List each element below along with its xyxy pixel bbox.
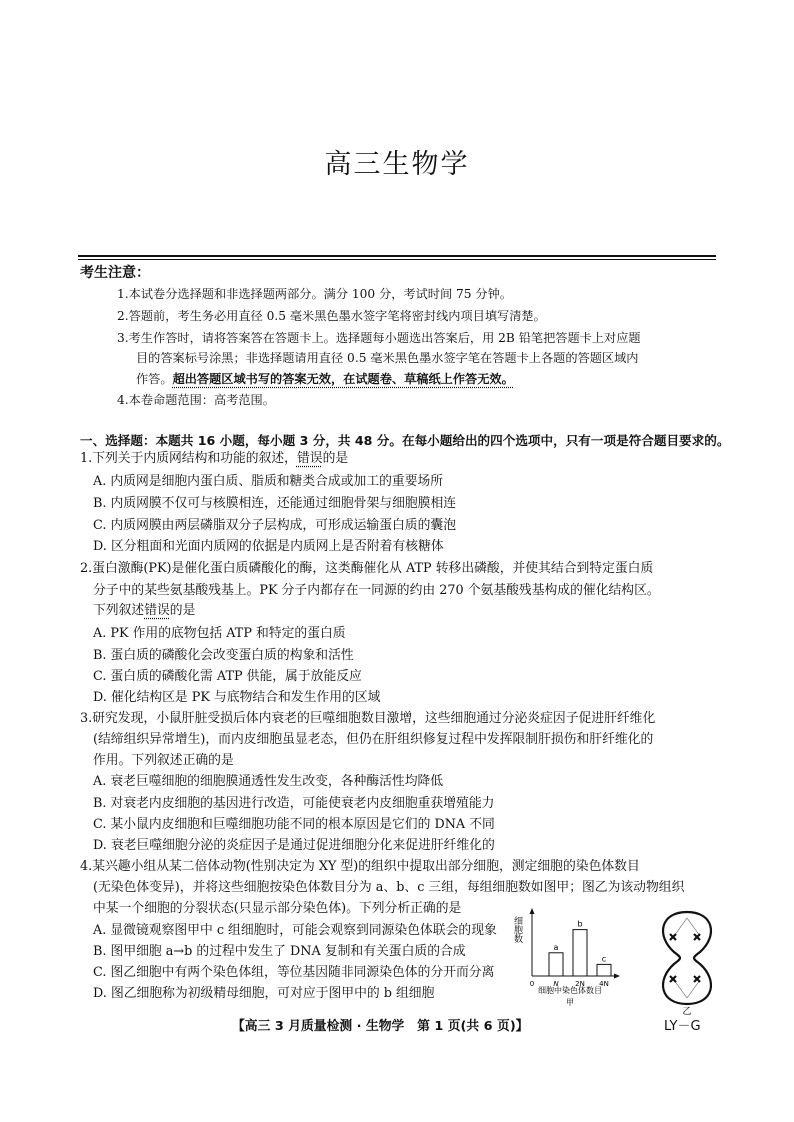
chromosome-icon <box>670 934 676 940</box>
stem-text: 下列叙述 <box>93 603 145 618</box>
notice-item: 2.答题前，考生务必用直径 0.5 毫米黑色墨水签字笔将密封线内项目填写清楚。 <box>117 309 546 323</box>
x-axis-arrow <box>614 974 620 979</box>
question-1-option-b[interactable]: B. 内质网膜不仅可与核膜相连，还能通过细胞骨架与细胞膜相连 <box>93 496 457 511</box>
question-2-stem <box>93 600 195 621</box>
bar-b <box>573 930 587 976</box>
notice-item: 目的答案标号涂黑；非选择题请用直径 0.5 毫米黑色墨水签字笔在答题卡上各题的答题区域内 <box>136 351 639 365</box>
x-tick-label: 2N <box>575 980 585 988</box>
question-3-option-c[interactable]: C. 某小鼠内皮细胞和巨噬细胞功能不同的根本原因是它们的 DNA 不同 <box>93 817 495 832</box>
notice-item <box>136 369 736 390</box>
chromosome-icon <box>670 976 676 982</box>
figure-b-caption: 乙 <box>682 1007 692 1017</box>
cell-membrane-icon <box>663 912 711 1004</box>
header-divider <box>78 255 716 257</box>
page-footer: 【高三 3 月质量检测 · 生物学 第 1 页(共 6 页)】 <box>232 1019 529 1034</box>
question-2-stem: 2.蛋白激酶(PK)是催化蛋白质磷酸化的酶，这类酶催化从 ATP 转移出磷酸，并使其结合到特定蛋白质 <box>80 561 654 576</box>
question-3-option-a[interactable]: A. 衰老巨噬细胞的细胞膜通透性发生改变，各种酶活性均降低 <box>93 774 444 789</box>
question-4-stem: 中某一个细胞的分裂状态(只显示部分染色体)。下列分析正确的是 <box>93 901 462 916</box>
x-tick-label: N <box>553 980 559 988</box>
notice-emphasis: 超出答题区域书写的答案无效，在试题卷、草稿纸上作答无效。 <box>172 372 514 386</box>
figure-b-cell <box>652 908 722 1018</box>
chromosome-icon <box>694 934 700 940</box>
question-4-option-c[interactable]: C. 图乙细胞中有两个染色体组，等位基因随非同源染色体的分开而分离 <box>93 965 495 980</box>
section-heading: 一、选择题：本题共 16 小题，每小题 3 分，共 48 分。在每小题给出的四个选项中，只有一项是符合题目要求的。 <box>80 433 730 448</box>
stem-text: 的是 <box>169 603 196 618</box>
notice-item: 1.本试卷分选择题和非选择题两部分。满分 100 分，考试时间 75 分钟。 <box>117 287 512 301</box>
question-2-option-a[interactable]: A. PK 作用的底物包括 ATP 和特定的蛋白质 <box>93 626 346 641</box>
question-3-option-d[interactable]: D. 衰老巨噬细胞分泌的炎症因子是通过促进细胞分化来促进肝纤维化的 <box>93 838 495 853</box>
question-3-stem: (结缔组织异常增生)，而内皮细胞虽显老态，但仍在肝组织修复过程中发挥限制肝损伤和肝纤维化的 <box>93 732 654 747</box>
question-4-stem: 4.某兴趣小组从某二倍体动物(性别决定为 XY 型)的组织中提取出部分细胞，测定细胞的染色体数目 <box>80 859 640 874</box>
spindle-fiber <box>674 980 687 998</box>
spindle-fiber <box>674 918 687 936</box>
x-axis-label: 细胞中染色体数目 <box>538 986 602 995</box>
question-1-option-c[interactable]: C. 内质网膜由两层磷脂双分子层构成，可形成运输蛋白质的囊泡 <box>93 518 456 533</box>
y-axis-label: 细胞数 <box>512 916 522 943</box>
question-1-option-a[interactable]: A. 内质网是细胞内蛋白质、脂质和糖类合成或加工的重要场所 <box>93 474 444 489</box>
x-tick-label: 0 <box>529 980 535 988</box>
question-2-option-c[interactable]: C. 蛋白质的磷酸化需 ATP 供能，属于放能反应 <box>93 669 362 684</box>
notice-item: 4.本卷命题范围：高考范围。 <box>117 393 275 407</box>
question-3-stem: 作用。下列叙述正确的是 <box>93 753 234 768</box>
stem-emphasis: 错误 <box>144 603 170 618</box>
question-4-option-d[interactable]: D. 图乙细胞称为初级精母细胞，可对应于图甲中的 b 组细胞 <box>93 986 435 1001</box>
bar-c <box>597 964 611 976</box>
question-3-option-b[interactable]: B. 对衰老内皮细胞的基因进行改造，可能使衰老内皮细胞重获增殖能力 <box>93 796 495 811</box>
spindle-fiber <box>687 918 700 936</box>
chromosome-icon <box>694 976 700 982</box>
header-divider-thin <box>78 259 716 260</box>
question-1-option-d[interactable]: D. 区分粗面和光面内质网的依据是内质网上是否附着有核糖体 <box>93 539 444 554</box>
question-4-stem: (无染色体变异)，并将这些细胞按染色体数目分为 a、b、c 三组，每组细胞数如图甲；图乙为该动物组织 <box>93 880 685 895</box>
stem-text: 的是 <box>322 451 349 466</box>
paper-code: LY－G <box>664 1019 701 1034</box>
question-4-option-a[interactable]: A. 显微镜观察图甲中 c 组细胞时，可能会观察到同源染色体联会的现象 <box>93 923 497 938</box>
figure-a-chart <box>508 904 628 1014</box>
bar-label: a <box>553 942 559 952</box>
question-3-stem: 3.研究发现，小鼠肝脏受损后体内衰老的巨噬细胞数目激增，这些细胞通过分泌炎症因子促进肝纤维化 <box>80 711 656 726</box>
bar-a <box>549 953 563 976</box>
chart-caption: 甲 <box>566 998 574 1007</box>
notice-heading: 考生注意： <box>80 265 150 281</box>
question-1-stem <box>80 448 348 469</box>
question-4-option-b[interactable]: B. 图甲细胞 a→b 的过程中发生了 DNA 复制和有关蛋白质的合成 <box>93 944 466 959</box>
y-axis-arrow <box>530 908 535 914</box>
stem-text: 1.下列关于内质网结构和功能的叙述， <box>80 451 297 466</box>
stem-emphasis: 错误 <box>296 451 323 466</box>
page-title: 高三生物学 <box>324 149 470 180</box>
spindle-fiber <box>687 980 700 998</box>
notice-item: 3.考生作答时，请将答案答在答题卡上。选择题每小题选出答案后，用 2B 铅笔把答题卡上对应题 <box>117 331 641 345</box>
x-tick-label: 4N <box>599 980 609 988</box>
bar-label: c <box>601 954 607 964</box>
question-2-option-b[interactable]: B. 蛋白质的磷酸化会改变蛋白质的构象和活性 <box>93 648 354 663</box>
question-2-option-d[interactable]: D. 催化结构区是 PK 与底物结合和发生作用的区域 <box>93 690 381 705</box>
bar-label: b <box>577 919 583 929</box>
notice-text: 作答。 <box>136 372 173 386</box>
question-2-stem: 分子中的某些氨基酸残基上。PK 分子内都存在一同源的约由 270 个氨基酸残基构成的催化结构区。 <box>93 583 660 598</box>
